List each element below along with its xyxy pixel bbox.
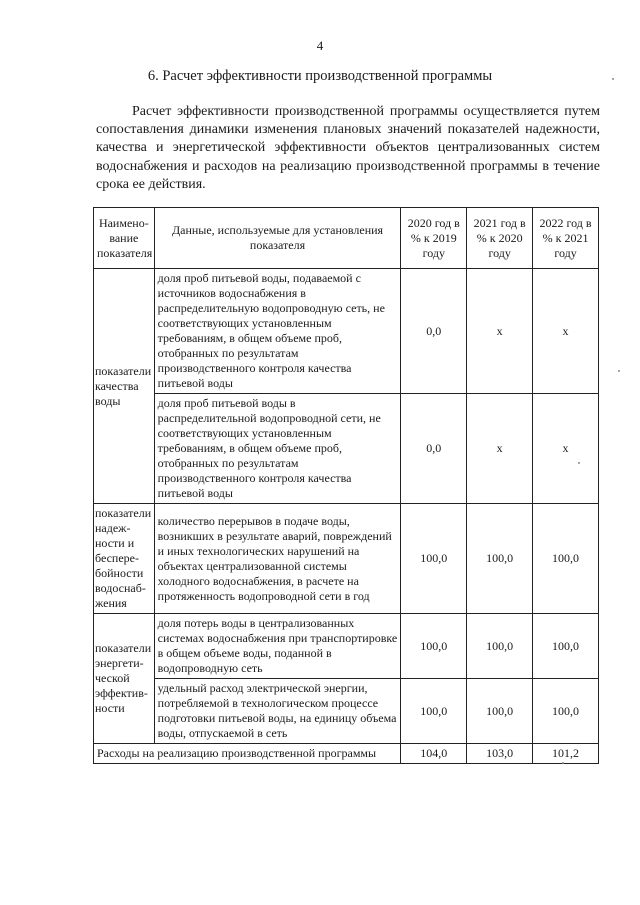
intro-paragraph: [96, 103, 600, 194]
efficiency-table: [93, 207, 599, 764]
header-2022: 2022 год в % к 2021 году: [533, 208, 599, 269]
value-2021: х: [467, 394, 533, 504]
header-2021: 2021 год в % к 2020 году: [467, 208, 533, 269]
row-description: доля потерь воды в централизованных системах водоснабжения при транспортировке в общем объеме воды, поданной в водопроводную сеть: [154, 614, 401, 679]
scan-speck: [578, 462, 580, 464]
group-name-quality: показатели качества воды: [94, 269, 155, 504]
value-2020: 100,0: [401, 679, 467, 744]
scan-speck: [612, 78, 614, 80]
value-2021: 100,0: [467, 504, 533, 614]
table-row: [94, 394, 599, 504]
group-name-energy: показатели энергети-ческой эффектив-ности: [94, 614, 155, 744]
total-2022: 101,2: [533, 744, 599, 764]
row-description: доля проб питьевой воды, подаваемой с источников водоснабжения в распределительную водопроводную сеть, не соответствующих установленным требованиям, в общем объеме проб, отобранных по результатам производственного контроля качества питьевой воды: [154, 269, 401, 394]
value-2022: х: [533, 269, 599, 394]
row-description: удельный расход электрической энергии, потребляемой в технологическом процессе подготовки питьевой воды, на единицу объема воды, отпускаемой в сеть: [154, 679, 401, 744]
value-2020: 100,0: [401, 614, 467, 679]
value-2021: х: [467, 269, 533, 394]
value-2020: 100,0: [401, 504, 467, 614]
scan-speck: [562, 762, 564, 764]
header-data: Данные, используемые для установления показателя: [154, 208, 401, 269]
header-2020: 2020 год в % к 2019 году: [401, 208, 467, 269]
total-label: Расходы на реализацию производственной программы: [94, 744, 401, 764]
value-2021: 100,0: [467, 679, 533, 744]
value-2020: 0,0: [401, 394, 467, 504]
value-2022: 100,0: [533, 504, 599, 614]
total-2020: 104,0: [401, 744, 467, 764]
scan-speck: [618, 370, 620, 372]
table-row: [94, 504, 599, 614]
intro-paragraph-text: Расчет эффективности производственной программы осуществляется путем сопоставления динамики изменения плановых значений показателей надежности, качества и энергетической эффективности объектов централизованных систем водоснабжения и расходов на реализацию производственной программы в течение срока ее действия.: [96, 104, 600, 192]
row-description: количество перерывов в подаче воды, возникших в результате аварий, повреждений и иных технологических нарушений на объектах централизованной системы холодного водоснабжения, в расчете на протяженность водопроводной сети в год: [154, 504, 401, 614]
total-2021: 103,0: [467, 744, 533, 764]
page-number: 4: [316, 38, 324, 53]
value-2020: 0,0: [401, 269, 467, 394]
header-name: Наимено-вание показателя: [94, 208, 155, 269]
section-title: 6. Расчет эффективности производственной программы: [147, 68, 493, 84]
group-name-reliability: показатели надеж-ности и беспере-бойности водоснаб-жения: [94, 504, 155, 614]
row-description: доля проб питьевой воды в распределительной водопроводной сети, не соответствующих установленным требованиям, в общем объеме проб, отобранных по результатам производственного контроля качества питьевой воды: [154, 394, 401, 504]
table-row: [94, 614, 599, 679]
table-row: [94, 269, 599, 394]
table-header-row: [94, 208, 599, 269]
value-2022: х: [533, 394, 599, 504]
table-total-row: [94, 744, 599, 764]
value-2021: 100,0: [467, 614, 533, 679]
value-2022: 100,0: [533, 614, 599, 679]
value-2022: 100,0: [533, 679, 599, 744]
table-row: [94, 679, 599, 744]
